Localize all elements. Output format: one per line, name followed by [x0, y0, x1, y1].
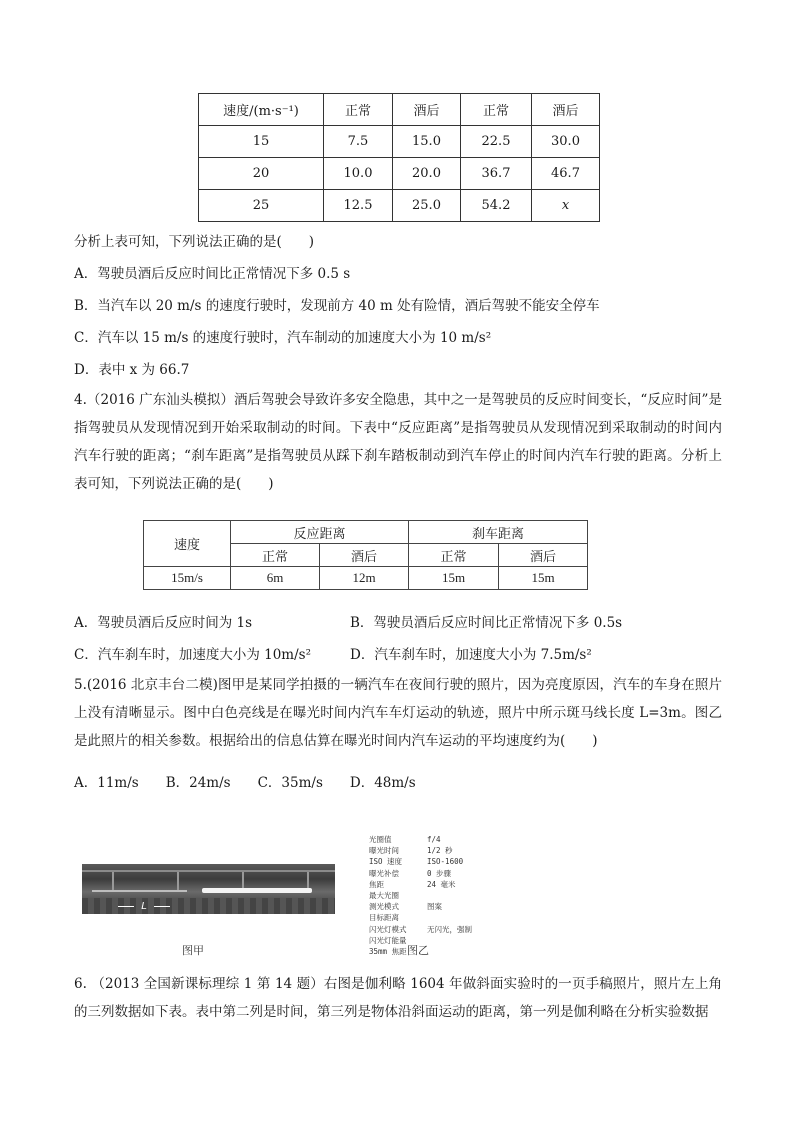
photo-parameters: 光圈值 f/4 曝光时间 1/2 秒 ISO 速度 ISO-1600 曝光补偿 0 步骤 焦距 24 毫米 最大光圈 测光模式 图案 目标距离 闪光灯模式 无闪光，强制 闪光灯能量 35mm 焦距: [369, 835, 472, 957]
table-cell: 正常: [461, 94, 532, 126]
table-cell: 速度: [144, 521, 231, 567]
reaction-braking-table: [143, 520, 588, 590]
table-row: [199, 190, 600, 222]
table-cell: 25.0: [393, 190, 461, 222]
table-cell: 25: [199, 190, 324, 222]
table-cell: 54.2: [461, 190, 532, 222]
table-cell: x: [532, 190, 600, 222]
option-a: A．驾驶员酒后反应时间为 1s: [74, 615, 253, 631]
headlight-trail: [202, 888, 312, 893]
table-cell: 酒后: [499, 544, 588, 567]
figure-caption-a: 图甲: [182, 944, 204, 957]
table-header-row: [199, 94, 600, 126]
table-cell: 46.7: [532, 158, 600, 190]
table-cell: 30.0: [532, 126, 600, 158]
table-cell: 36.7: [461, 158, 532, 190]
table-cell: 正常: [231, 544, 320, 567]
table-cell: 15: [199, 126, 324, 158]
table-cell: 刹车距离: [409, 521, 588, 544]
speed-distance-table: [198, 93, 600, 222]
table-cell: 酒后: [393, 94, 461, 126]
table-cell: 15m: [409, 567, 499, 590]
option-b: B．当汽车以 20 m/s 的速度行驶时，发现前方 40 m 处有险情，酒后驾驶不能安全停车: [74, 298, 600, 314]
table-cell: 正常: [409, 544, 499, 567]
crosswalk-length-marker: L: [118, 900, 170, 912]
table-cell: 反应距离: [231, 521, 409, 544]
option-d: D．表中 x 为 66.7: [74, 362, 190, 378]
night-car-photo: [82, 864, 335, 914]
table-row: [199, 158, 600, 190]
figure-caption-b: 图乙: [407, 944, 429, 957]
table-cell: 22.5: [461, 126, 532, 158]
table-cell: 正常: [324, 94, 393, 126]
option-a: A．驾驶员酒后反应时间比正常情况下多 0.5 s: [74, 266, 351, 282]
table-cell: 20: [199, 158, 324, 190]
question-4-text: 4.（2016 广东汕头模拟）酒后驾驶会导致许多安全隐患，其中之一是驾驶员的反应时间变长，“反应时间”是指驾驶员从发现情况到开始采取制动的时间。下表中“反应距离”是指驾驶员从发现情况到采取制动的时间内汽车行驶的距离；“刹车距离”是指驾驶员从踩下刹车踏板制动到汽车停止的时间内汽车行驶的距离。分析上表可知，下列说法正确的是( ): [74, 392, 722, 492]
question-5-text: 5.(2016 北京丰台二模)图甲是某同学拍摄的一辆汽车在夜间行驶的照片，因为亮度原因，汽车的车身在照片上没有清晰显示。图中白色亮线是在曝光时间内汽车车灯运动的轨迹，照片中所示斑马线长度 L=3m。图乙是此照片的相关参数。根据给出的信息估算在曝光时间内汽车运动的平均速度约为( ): [74, 677, 722, 749]
table-cell: 20.0: [393, 158, 461, 190]
table-cell: 15m/s: [144, 567, 231, 590]
table-cell: 12m: [320, 567, 409, 590]
table-cell: 6m: [231, 567, 320, 590]
option-c: C．汽车以 15 m/s 的速度行驶时，汽车制动的加速度大小为 10 m/s²: [74, 330, 492, 346]
option-c: C．汽车刹车时，加速度大小为 10m/s²: [74, 647, 311, 663]
table-row: [199, 126, 600, 158]
table-cell: 速度/(m·s⁻¹): [199, 94, 324, 126]
question-stem: 分析上表可知，下列说法正确的是( ): [74, 234, 315, 250]
table-cell: 酒后: [532, 94, 600, 126]
question-6-text: 6. （2013 全国新课标理综 1 第 14 题）右图是伽利略 1604 年做斜面实验时的一页手稿照片，照片左上角的三列数据如下表。表中第二列是时间，第三列是物体沿斜面运动的距离，第一列是伽利略在分析实验数据: [74, 976, 722, 1020]
table-cell: 酒后: [320, 544, 409, 567]
table-cell: 12.5: [324, 190, 393, 222]
table-cell: 15m: [499, 567, 588, 590]
table-cell: 15.0: [393, 126, 461, 158]
option-d: D．汽车刹车时，加速度大小为 7.5m/s²: [350, 647, 592, 663]
table-cell: 10.0: [324, 158, 393, 190]
question-5-options: A．11m/s B．24m/s C．35m/s D．48m/s: [74, 775, 416, 791]
table-cell: 7.5: [324, 126, 393, 158]
option-b: B．驾驶员酒后反应时间比正常情况下多 0.5s: [350, 615, 623, 631]
